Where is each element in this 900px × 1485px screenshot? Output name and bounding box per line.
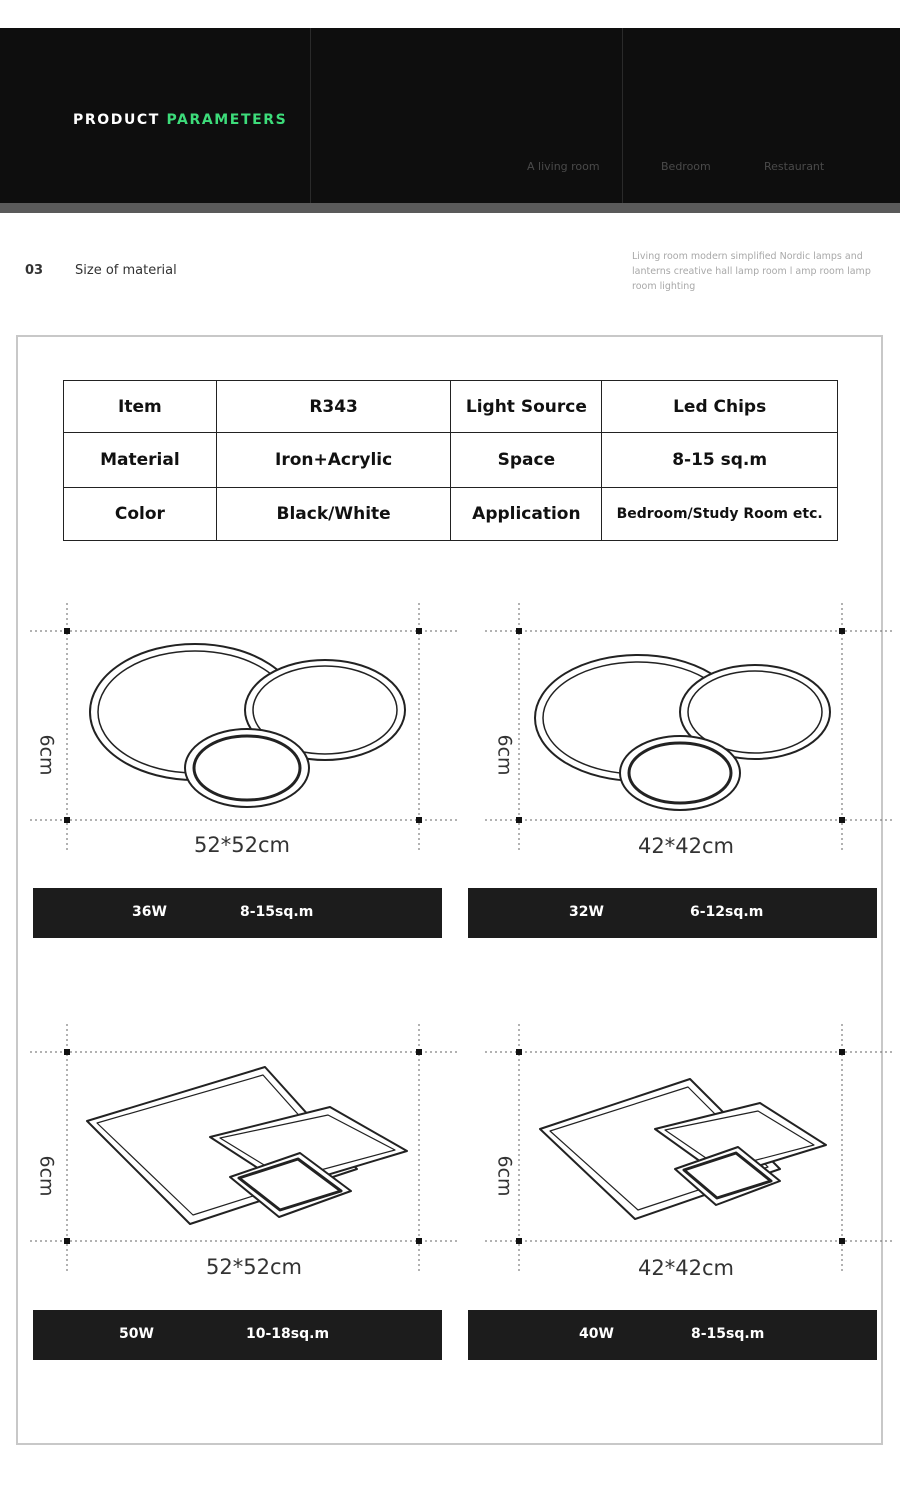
spec-bar — [33, 888, 442, 938]
spec-value-material: Iron+Acrylic — [216, 433, 451, 488]
room-label-bedroom: Bedroom — [661, 160, 711, 173]
spec-label-item: Item — [64, 381, 217, 433]
spec-label-space: Space — [451, 433, 602, 488]
round-lamp-diagram-small — [480, 598, 900, 860]
square-lamp-diagram-small — [480, 1019, 900, 1281]
area-label: 8-15sq.m — [691, 1326, 765, 1342]
area-label: 10-18sq.m — [246, 1326, 330, 1342]
height-label: 6cm — [35, 1155, 58, 1197]
spec-bar — [468, 888, 877, 938]
area-label: 8-15sq.m — [240, 904, 314, 920]
banner-title-part1: PRODUCT — [73, 112, 160, 128]
power-label: 40W — [579, 1326, 614, 1342]
header-banner — [0, 28, 900, 213]
size-label: 52*52cm — [194, 833, 290, 857]
spec-value-application: Bedroom/Study Room etc. — [602, 488, 838, 541]
table-row — [64, 381, 838, 433]
area-label: 6-12sq.m — [690, 904, 764, 920]
height-label: 6cm — [493, 1155, 516, 1197]
spec-value-space: 8-15 sq.m — [602, 433, 838, 488]
size-label: 52*52cm — [206, 1255, 302, 1279]
banner-divider — [310, 28, 311, 203]
section-description: Living room modern simplified Nordic lamps and lanterns creative hall lamp room l amp room lamp room lighting — [632, 251, 871, 292]
size-label: 42*42cm — [638, 834, 734, 858]
spec-bar — [468, 1310, 877, 1360]
power-label: 32W — [569, 904, 604, 920]
section-number: 03 — [25, 263, 44, 278]
power-label: 36W — [132, 904, 167, 920]
table-row — [64, 433, 838, 488]
spec-label-color: Color — [64, 488, 217, 541]
room-label-living: A living room — [527, 160, 600, 173]
spec-bar — [33, 1310, 442, 1360]
table-row — [64, 488, 838, 541]
height-label: 6cm — [35, 734, 58, 776]
round-lamp-diagram-large — [25, 598, 465, 860]
spec-label-application: Application — [451, 488, 602, 541]
spec-label-material: Material — [64, 433, 217, 488]
banner-title-part2: PARAMETERS — [166, 112, 288, 128]
room-label-restaurant: Restaurant — [764, 160, 825, 173]
spec-table — [63, 380, 838, 541]
banner-divider — [622, 28, 623, 203]
spec-value-light-source: Led Chips — [602, 381, 838, 433]
banner-title — [73, 112, 287, 128]
square-lamp-diagram-large — [25, 1019, 465, 1281]
power-label: 50W — [119, 1326, 154, 1342]
height-label: 6cm — [493, 734, 516, 776]
banner-strip — [0, 203, 900, 213]
size-label: 42*42cm — [638, 1256, 734, 1280]
section-title: Size of material — [75, 263, 177, 278]
spec-value-color: Black/White — [216, 488, 451, 541]
spec-label-light-source: Light Source — [451, 381, 602, 433]
spec-value-item: R343 — [216, 381, 451, 433]
